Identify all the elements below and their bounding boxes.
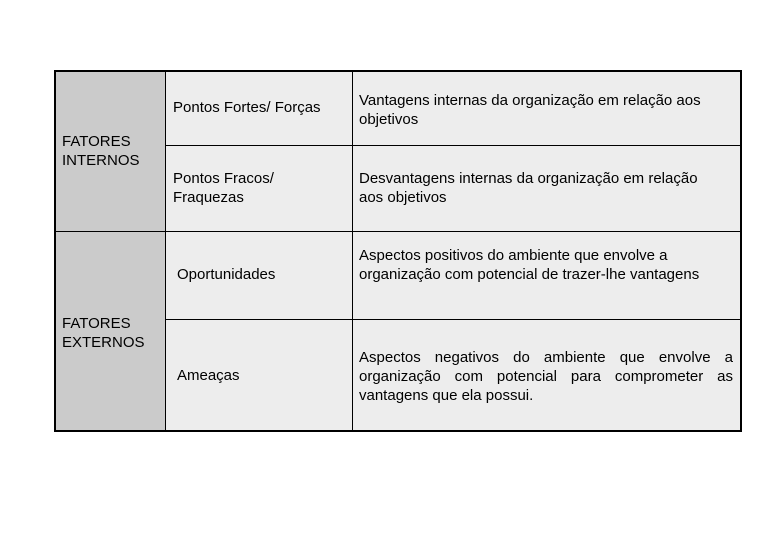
external-factors-cell	[56, 231, 166, 430]
weaknesses-description: Desvantagens internas da organização em relação aos objetivos	[359, 170, 698, 206]
strengths-description-cell	[353, 72, 740, 145]
threats-label: Ameaças	[177, 367, 240, 384]
internal-factors-cell	[56, 72, 166, 231]
group-divider	[56, 231, 742, 232]
threats-description-cell	[353, 319, 740, 430]
row-divider	[166, 319, 742, 320]
opportunities-label: Oportunidades	[177, 266, 276, 283]
threats-description: Aspectos negativos do ambiente que envolve a organização com potencial para comprometer as vantagens que ela possui.	[359, 349, 733, 404]
strengths-label-cell	[166, 72, 353, 145]
opportunities-label-cell	[166, 231, 353, 319]
external-factors-label: FATORES EXTERNOS	[62, 315, 145, 351]
swot-table	[54, 70, 742, 432]
weaknesses-label: Pontos Fracos/ Fraquezas	[173, 170, 274, 206]
row-divider	[166, 145, 742, 146]
weaknesses-description-cell	[353, 145, 740, 231]
opportunities-description: Aspectos positivos do ambiente que envolve a organização com potencial de trazer-lhe vantagens	[359, 247, 700, 283]
weaknesses-label-cell	[166, 145, 353, 231]
threats-label-cell	[166, 319, 353, 430]
strengths-label: Pontos Fortes/ Forças	[173, 99, 321, 116]
strengths-description: Vantagens internas da organização em relação aos objetivos	[359, 92, 701, 128]
opportunities-description-cell	[353, 231, 740, 319]
internal-factors-label: FATORES INTERNOS	[62, 133, 140, 169]
